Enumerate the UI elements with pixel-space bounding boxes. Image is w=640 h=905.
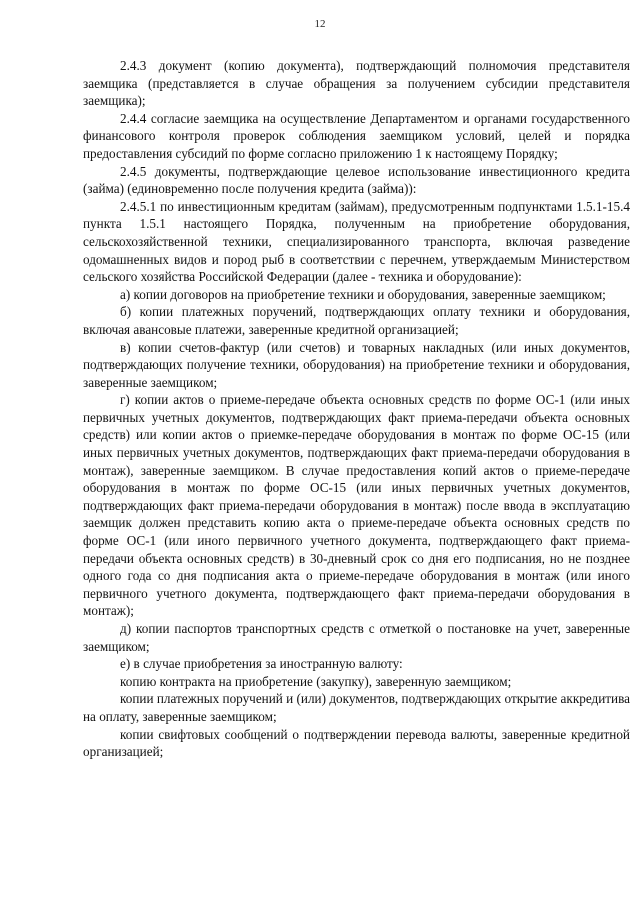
paragraph-2-4-5: 2.4.5 документы, подтверждающие целевое использование инвестиционного кредита (займа) (единовременно после получения кредита (займа)): <box>83 163 630 197</box>
document-body <box>83 57 630 761</box>
sub-item-swift-messages: копии свифтовых сообщений о подтверждении перевода валюты, заверенные кредитной организацией; <box>83 726 630 760</box>
sub-item-payment-orders: копии платежных поручений и (или) документов, подтверждающих открытие аккредитива на оплату, заверенные заемщиком; <box>83 691 630 724</box>
paragraph-2-4-5-1: 2.4.5.1 по инвестиционным кредитам (займам), предусмотренным подпунктами 1.5.1-15.4 пункта 1.5.1 настоящего Порядка, полученным на приобретение оборудования, сельскохозяйственной техники, специализированного транспорта, включая разведение одомашненных видов и пород рыб в соответствии с перечнем, утверждаемым Министерством сельского хозяйства Российской Федерации (далее - техника и оборудование): <box>83 198 630 285</box>
list-item-g: г) копии актов о приеме-передаче объекта основных средств по форме ОС-1 (или иных первичных учетных документов, подтверждающих факт приема-передачи объекта основных средств) или копии актов о приемке-передаче оборудования в монтаж по форме ОС-15 (или иных первичных учетных документов, подтверждающих факт приема-передачи оборудования в монтаж), заверенные заемщиком. В случае предоставления копий актов о приеме-передаче оборудования в монтаж по форме ОС-15 (или иных первичных учетных документов, подтверждающих факт приема-передачи оборудования в монтаж) после ввода в эксплуатацию заемщик должен представить копию акта о приеме-передаче объекта основных средств по форме ОС-1 (или иного первичного учетного документа, подтверждающего факт приема-передачи объекта основных средств) в 30-дневный срок со дня его подписания, но не позднее одного года со дня подписания акта о приеме-передаче оборудования в монтаж (или иного первичного учетного документа, подтверждающего факт приема-передачи оборудования в монтаж); <box>83 392 630 619</box>
page-number: 12 <box>314 18 326 30</box>
list-item-d: д) копии паспортов транспортных средств с отметкой о постановке на учет, заверенные заемщиком; <box>83 621 630 654</box>
list-item-e: е) в случае приобретения за иностранную валюту: <box>120 656 403 672</box>
list-item-v: в) копии счетов-фактур (или счетов) и товарных накладных (или иных документов, подтверждающих получение техники, оборудования) на приобретение техники и оборудования, заверенные заемщиком; <box>83 339 630 390</box>
paragraph-2-4-3: 2.4.3 документ (копию документа), подтверждающий полномочия представителя заемщика (представляется в случае обращения за получением субсидии представителя заемщика); <box>83 58 630 109</box>
sub-item-contract: копию контракта на приобретение (закупку), заверенную заемщиком; <box>120 673 512 689</box>
list-item-b: б) копии платежных поручений, подтверждающих оплату техники и оборудования, включая авансовые платежи, заверенные кредитной организацией; <box>83 304 630 337</box>
paragraph-2-4-4: 2.4.4 согласие заемщика на осуществление Департаментом и органами государственного финансового контроля проверок соблюдения заемщиком условий, целей и порядка предоставления субсидий по форме согласно приложению 1 к настоящему Порядку; <box>83 110 630 161</box>
list-item-a: а) копии договоров на приобретение техники и оборудования, заверенные заемщиком; <box>120 286 606 302</box>
